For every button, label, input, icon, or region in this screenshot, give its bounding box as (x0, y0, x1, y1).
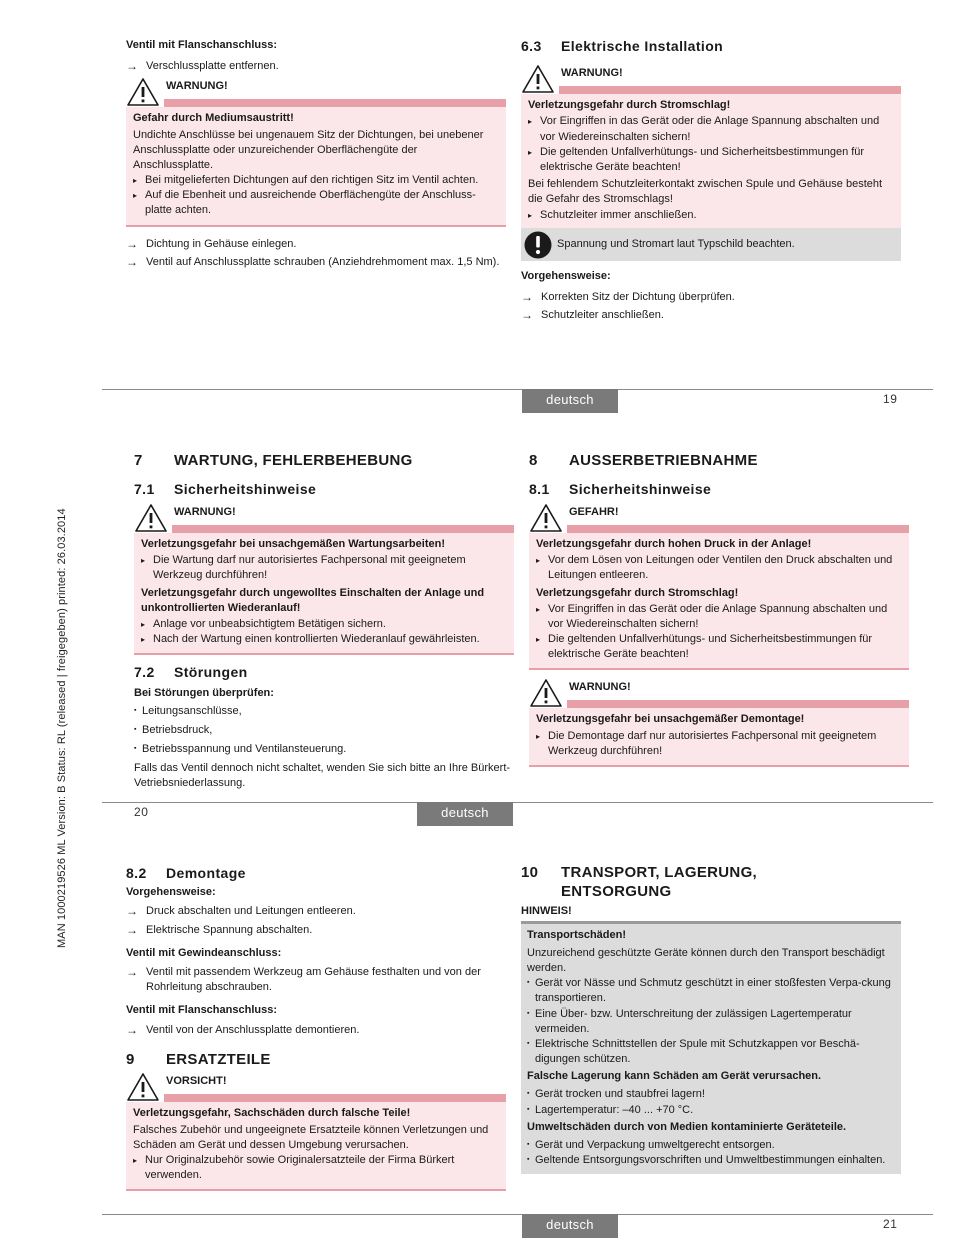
warning-label: WARNUNG! (561, 67, 623, 80)
page-number: 20 (134, 805, 149, 819)
closing-text: Falls das Ventil dennoch nicht schaltet, wenden Sie sich bitte an Ihre Bürkert-Vetriebsniederlassung. (134, 762, 511, 790)
list-item: ▸ Vor Eingriffen in das Gerät oder die Anlage Spannung abschalten und vor Wiedereinschalten sichern! (536, 602, 888, 630)
warning-title: Verletzungsgefahr bei unsachgemäßer Demontage! (536, 713, 805, 726)
warning-box-medium-leak (126, 77, 506, 226)
footer-rule (102, 1214, 933, 1215)
page20-right-column (529, 451, 909, 767)
section-heading-6-3: 6.3 Elektrische Installation (521, 38, 724, 54)
step-unscrew-valve: → Ventil mit passendem Werkzeug am Gehäuse festhalten und von der Rohrleitung abschrauben. (126, 965, 506, 995)
step-depressurize: → Druck abschalten und Leitungen entleeren. (126, 904, 356, 919)
note-box-typeplate (521, 228, 901, 261)
caution-box-spare-parts (126, 1072, 506, 1191)
list-item: ▸ Anlage vor unbeabsichtigtem Betätigen sichern. (141, 617, 386, 630)
step-remove-plate: → Verschlussplatte entfernen. (126, 59, 279, 74)
arrow-icon: → (126, 965, 138, 979)
notice-title: Transportschäden! (527, 928, 627, 941)
caution-label: VORSICHT! (166, 1075, 227, 1088)
list-item: ▸ Die geltenden Unfallverhütungs- und Sicherheitsbestimmungen für elektrische Geräte beachten! (536, 633, 873, 661)
arrow-icon: → (126, 236, 138, 251)
list-item: ▪ Gerät trocken und staubfrei lagern! (527, 1088, 705, 1101)
arrow-icon: → (126, 904, 138, 919)
arrow-icon: → (126, 254, 138, 269)
danger-box-pressure (529, 503, 909, 670)
warning-text: Bei fehlendem Schutzleiterkontakt zwischen Spule und Gehäuse besteht die Gefahr des Stromschlags! (528, 178, 883, 206)
arrow-icon: → (126, 59, 138, 74)
list-item: ▸ Vor dem Lösen von Leitungen oder Ventilen den Druck abschalten und Leitungen entleeren. (536, 554, 893, 582)
warning-bar (559, 86, 901, 94)
warning-title: Verletzungsgefahr bei unsachgemäßen Wartungsarbeiten! (141, 538, 445, 550)
page-number: 19 (883, 392, 898, 406)
warning-triangle-icon (126, 77, 160, 107)
list-item: ▸ Die Demontage darf nur autorisiertes Fachpersonal mit geeignetem Werkzeug durchführen! (536, 729, 877, 757)
step-screw-valve: → Ventil auf Anschlussplatte schrauben (Anziehdrehmoment max. 1,5 Nm). (126, 254, 500, 269)
warning-bar (567, 700, 909, 708)
section-heading-8-2: 8.2 Demontage (126, 865, 246, 881)
warning-text: Falsches Zubehör und ungeeignete Ersatzteile können Verletzungen und Schäden am Gerät und dessen Umgebung verursachen. (133, 1123, 489, 1151)
list-item: ▪ Lagertemperatur: –40 ... +70 °C. (527, 1103, 694, 1116)
note-text: Spannung und Stromart laut Typschild beachten. (557, 237, 795, 250)
list-item: ▪ Elektrische Schnittstellen der Spule mit Schutzkappen vor Beschä-digungen schützen. (527, 1037, 860, 1066)
warning-title: Verletzungsgefahr durch hohen Druck in der Anlage! (536, 538, 812, 550)
step-check-seal: → Korrekten Sitz der Dichtung überprüfen. (521, 290, 735, 305)
page19-procedure (521, 269, 901, 327)
page21-right-column (521, 864, 901, 1174)
notice-text: Unzureichend geschützte Geräte können durch den Transport beschädigt werden. (527, 946, 885, 975)
language-tab: deutsch (522, 1214, 618, 1238)
thread-label: Ventil mit Gewindeanschluss: (126, 946, 282, 959)
list-item: ▪ Leitungsanschlüsse, (134, 704, 242, 717)
list-item: ▪ Betriebsspannung und Ventilansteuerung. (134, 743, 347, 756)
list-item: ▸ Nach der Wartung einen kontrollierten Wiederanlauf gewährleisten. (141, 633, 480, 646)
list-item: ▸ Auf die Ebenheit und ausreichende Oberflächengüte der Anschluss-platte achten. (133, 189, 476, 217)
warning-triangle-icon (126, 1072, 160, 1102)
warning-box-electric (521, 64, 901, 230)
warning-bar (164, 99, 506, 107)
list-item: ▪ Gerät vor Nässe und Schmutz geschützt in einer stoßfesten Verpa-ckung transportieren. (527, 977, 891, 1005)
step-power-off: → Elektrische Spannung abschalten. (126, 922, 313, 937)
language-tab: deutsch (522, 389, 618, 413)
step-dismount-valve: → Ventil von der Anschlussplatte demontieren. (126, 1022, 360, 1037)
page-number: 21 (883, 1217, 898, 1231)
chapter-heading-8: 8 AUSSERBETRIEBNAHME (529, 452, 758, 469)
flange-label: Ventil mit Flanschanschluss: (126, 1004, 277, 1017)
warning-bar (172, 525, 514, 533)
arrow-icon: → (521, 308, 533, 323)
danger-label: GEFAHR! (569, 506, 619, 518)
warning-label: WARNUNG! (569, 681, 631, 694)
notice-label: HINWEIS! (521, 904, 572, 917)
list-item: ▪ Betriebsdruck, (134, 723, 213, 736)
warning-title: Gefahr durch Mediumsaustritt! (133, 112, 294, 125)
warning-text: Undichte Anschlüsse bei ungenauem Sitz der Dichtungen, bei unebener Anschlussplatte oder unzureichender Oberflächengüte der Anschlussplatte. (133, 128, 484, 171)
warning-triangle-icon (521, 64, 555, 94)
arrow-icon: → (521, 290, 533, 305)
procedure-label: Vorgehensweise: (126, 886, 216, 899)
warning-triangle-icon (134, 503, 168, 533)
procedure-label: Vorgehensweise: (521, 270, 611, 282)
page20-left-column (134, 451, 514, 792)
list-item: ▪ Geltende Entsorgungsvorschriften und Umweltbestimmungen einhalten. (527, 1154, 886, 1167)
warning-title: Verletzungsgefahr durch ungewolltes Einschalten der Anlage und unkontrollierten Wiederanlauf! (141, 586, 485, 614)
warning-title: Verletzungsgefahr durch Stromschlag! (528, 99, 731, 112)
section-heading-7-2: 7.2 Störungen (134, 664, 248, 681)
step-connect-earth: → Schutzleiter anschließen. (521, 308, 664, 323)
notice-title: Falsche Lagerung kann Schäden am Gerät verursachen. (527, 1070, 822, 1083)
list-item: ▸ Schutzleiter immer anschließen. (528, 208, 697, 221)
document-status-label: MAN 1000219526 ML Version: B Status: RL (released | freigegeben) printed: 26.03.2014 (56, 508, 68, 948)
warning-box-maintenance (134, 503, 514, 655)
warning-triangle-icon (529, 503, 563, 533)
chapter-heading-9: 9 ERSATZTEILE (126, 1050, 271, 1068)
list-item: ▸ Vor Eingriffen in das Gerät oder die Anlage Spannung abschalten und vor Wiedereinschalten sichern! (528, 115, 880, 143)
warning-label: WARNUNG! (174, 506, 236, 518)
warning-triangle-icon (529, 678, 563, 708)
page19-right-column (521, 37, 901, 231)
footer-rule (102, 802, 933, 803)
warning-title: Verletzungsgefahr, Sachschäden durch falsche Teile! (133, 1107, 411, 1120)
section-heading-8-1: 8.1 Sicherheitshinweise (529, 480, 712, 497)
list-item: ▸ Die geltenden Unfallverhütungs- und Sicherheitsbestimmungen für elektrische Geräte beachten! (528, 145, 865, 173)
warning-bar (567, 525, 909, 533)
language-tab: deutsch (417, 802, 513, 826)
flange-heading: Ventil mit Flanschanschluss: (126, 39, 277, 51)
notice-title: Umweltschäden durch von Medien kontaminierte Geräteteile. (527, 1120, 847, 1133)
exclamation-circle-icon (523, 230, 553, 260)
chapter-heading-7: 7 WARTUNG, FEHLERBEHEBUNG (134, 452, 413, 469)
section-heading-7-1: 7.1 Sicherheitshinweise (134, 480, 317, 497)
list-item: ▸ Bei mitgelieferten Dichtungen auf den richtigen Sitz im Ventil achten. (133, 174, 479, 187)
list-item: ▪ Gerät und Verpackung umweltgerecht entsorgen. (527, 1138, 775, 1151)
arrow-icon: → (126, 1022, 138, 1037)
footer-rule (102, 389, 933, 390)
page19-left-column (126, 38, 506, 273)
warning-title: Verletzungsgefahr durch Stromschlag! (536, 586, 739, 599)
step-insert-seal: → Dichtung in Gehäuse einlegen. (126, 236, 297, 251)
arrow-icon: → (126, 922, 138, 937)
list-item: ▸ Nur Originalzubehör sowie Originalersatzteile der Firma Bürkert verwenden. (133, 1153, 455, 1182)
warning-bar (164, 1094, 506, 1102)
warning-label: WARNUNG! (166, 80, 228, 93)
check-label: Bei Störungen überprüfen: (134, 686, 274, 699)
list-item: ▪ Eine Über- bzw. Unterschreitung der zulässigen Lagertemperatur vermeiden. (527, 1007, 852, 1035)
chapter-heading-10: 10 TRANSPORT, LAGERUNG, ENTSORGUNG (521, 864, 758, 900)
notice-box-transport (521, 921, 901, 1175)
list-item: ▸ Die Wartung darf nur autorisiertes Fachpersonal mit geeignetem Werkzeug durchführen! (141, 554, 466, 582)
warning-box-dismantling (529, 678, 909, 767)
page21-left-column (126, 864, 506, 1191)
